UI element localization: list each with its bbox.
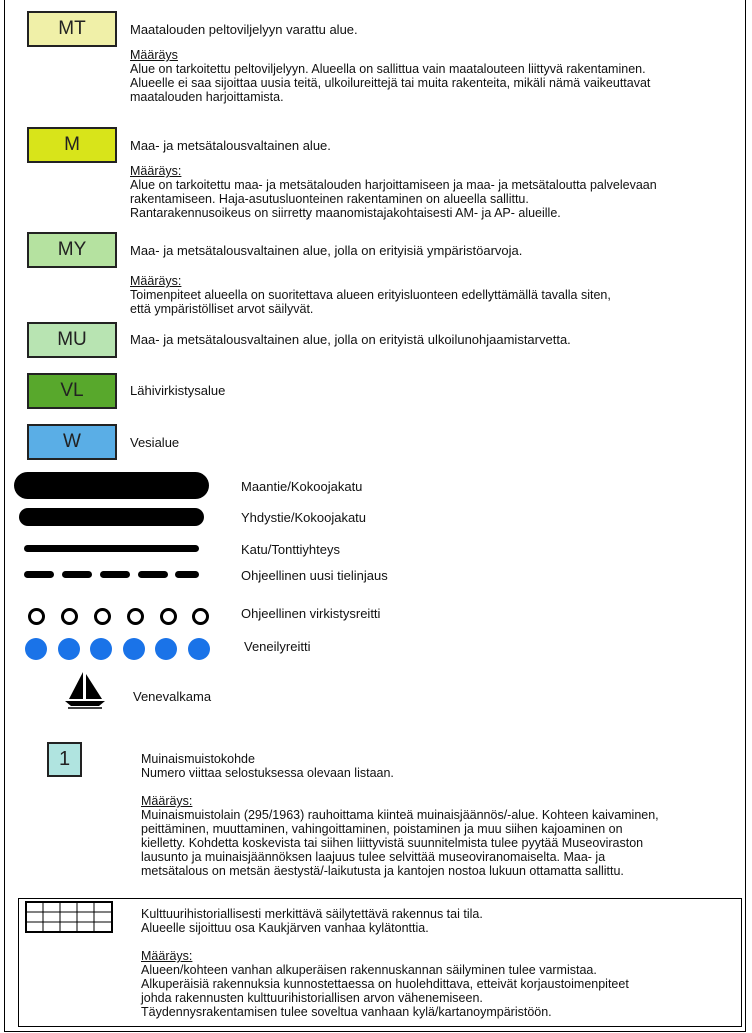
- dash-segment: [24, 571, 54, 578]
- spacer: [141, 780, 659, 794]
- rule-line: lausunto ja muinaisjäännöksen laajuus tulee selvittää museoviranomaiselta. Maa- ja: [141, 850, 606, 864]
- historical-block: [141, 907, 629, 1019]
- sailboat-icon: [62, 670, 108, 710]
- katu-line-symbol: [24, 545, 199, 552]
- rule-line: Muinaismuistolain (295/1963) rauhoittama kiinteä muinaisjäännös/-alue. Kohteen kaivaminen,: [141, 808, 659, 822]
- veneilyreitti-label: Veneilyreitti: [244, 639, 311, 654]
- rule-line: peittäminen, muuttaminen, vahingoittaminen, poistaminen ja muu siihen kajoaminen on: [141, 822, 623, 836]
- dot-marker: [155, 638, 177, 660]
- rule-line: metsätalous on metsän äestystä/-laikutusta ja kantojen nostoa lukuun ottamatta sallittu.: [141, 864, 624, 878]
- zone-symbol-mt: MT: [27, 11, 117, 47]
- dot-marker: [123, 638, 145, 660]
- dash-segment: [62, 571, 92, 578]
- historical-grid-symbol: [25, 901, 113, 933]
- zone-title-my: Maa- ja metsätalousvaltainen alue, jolla on erityisiä ympäristöarvoja.: [130, 243, 523, 258]
- dash-segment: [175, 571, 199, 578]
- zone-rule-my: [130, 274, 611, 316]
- rule-line: Alkuperäisiä rakennuksia kunnostettaessa on huolehdittava, etteivät korjaustoimenpiteet: [141, 977, 629, 991]
- muinais-symbol: 1: [47, 742, 82, 777]
- zone-symbol-my: MY: [27, 232, 117, 268]
- zone-symbol-m: M: [27, 127, 117, 163]
- zone-symbol-mu: MU: [27, 322, 117, 358]
- rule-line: Alueen/kohteen vanhan alkuperäisen rakennuskannan säilyminen tulee varmistaa.: [141, 963, 597, 977]
- rule-line: rakentamiseen. Haja-asutusluonteinen rakentaminen on alueella sallittu.: [130, 192, 529, 206]
- rule-line: johda rakennusten kulttuurihistoriallisen arvon vähenemiseen.: [141, 991, 483, 1005]
- muinais-title: Muinaismuistokohde: [141, 752, 255, 766]
- dash-segment: [138, 571, 168, 578]
- ring-marker: [28, 608, 45, 625]
- spacer: [141, 935, 629, 949]
- yhdystie-line-symbol: [19, 508, 204, 526]
- rule-label: Määräys: [130, 48, 178, 62]
- muinais-block: [141, 752, 659, 878]
- uusi-tielinjaus-label: Ohjeellinen uusi tielinjaus: [241, 568, 388, 583]
- virkistysreitti-label: Ohjeellinen virkistysreitti: [241, 606, 381, 621]
- historical-subtitle: Alueelle sijoittuu osa Kaukjärven vanhaa kylätonttia.: [141, 921, 429, 935]
- dot-marker: [25, 638, 47, 660]
- dot-marker: [90, 638, 112, 660]
- zone-rule-m: [130, 164, 657, 220]
- rule-line: Täydennysrakentamisen tulee soveltua vanhaan kylä/kartanoympäristöön.: [141, 1005, 552, 1019]
- maantie-label: Maantie/Kokoojakatu: [241, 479, 363, 494]
- dot-marker: [188, 638, 210, 660]
- rule-line: kielletty. Kohdetta koskevista tai siihen liittyvistä suunnitelmista tulee pyytää Museoviraston: [141, 836, 644, 850]
- ring-marker: [192, 608, 209, 625]
- zone-title-mu: Maa- ja metsätalousvaltainen alue, jolla on erityistä ulkoilunohjaamistarvetta.: [130, 332, 571, 347]
- zone-title-w: Vesialue: [130, 435, 180, 450]
- maantie-line-symbol: [14, 472, 209, 499]
- rule-line: Alue on tarkoitettu peltoviljelyyn. Alueella on sallittua vain maatalouteen liittyvä rakentaminen.: [130, 62, 646, 76]
- ring-marker: [127, 608, 144, 625]
- rule-line: Toimenpiteet alueella on suoritettava alueen erityisluonteen edellyttämällä tavalla siten,: [130, 288, 611, 302]
- muinais-subtitle: Numero viittaa selostuksessa olevaan listaan.: [141, 766, 394, 780]
- ring-marker: [160, 608, 177, 625]
- katu-label: Katu/Tonttiyhteys: [241, 542, 340, 557]
- ring-marker: [61, 608, 78, 625]
- rule-label: Määräys:: [130, 274, 182, 288]
- rule-line: maatalouden harjoittamista.: [130, 90, 284, 104]
- historical-title: Kulttuurihistoriallisesti merkittävä säilytettävä rakennus tai tila.: [141, 907, 483, 921]
- zone-title-mt: Maatalouden peltoviljelyyn varattu alue.: [130, 22, 358, 37]
- yhdystie-label: Yhdystie/Kokoojakatu: [241, 510, 367, 525]
- zone-title-m: Maa- ja metsätalousvaltainen alue.: [130, 138, 331, 153]
- rule-line: Rantarakennusoikeus on siirretty maanomistajakohtaisesti AM- ja AP- alueille.: [130, 206, 561, 220]
- rule-label: Määräys:: [130, 164, 182, 178]
- rule-line: Alue on tarkoitettu maa- ja metsätalouden harjoittamiseen ja maa- ja metsätaloutta palvelevaan: [130, 178, 657, 192]
- zone-rule-mt: [130, 48, 650, 104]
- ring-marker: [94, 608, 111, 625]
- zone-symbol-vl: VL: [27, 373, 117, 409]
- venevalkama-label: Venevalkama: [133, 689, 212, 704]
- zone-symbol-w: W: [27, 424, 117, 460]
- rule-line: että ympäristölliset arvot säilyvät.: [130, 302, 314, 316]
- rule-line: Alueelle ei saa sijoittaa uusia teitä, ulkoilureittejä tai muita rakenteita, mikäli nämä vaikeuttavat: [130, 76, 651, 90]
- dot-marker: [58, 638, 80, 660]
- rule-label: Määräys:: [141, 949, 193, 963]
- zone-title-vl: Lähivirkistysalue: [130, 383, 226, 398]
- rule-label: Määräys:: [141, 794, 193, 808]
- dash-segment: [100, 571, 130, 578]
